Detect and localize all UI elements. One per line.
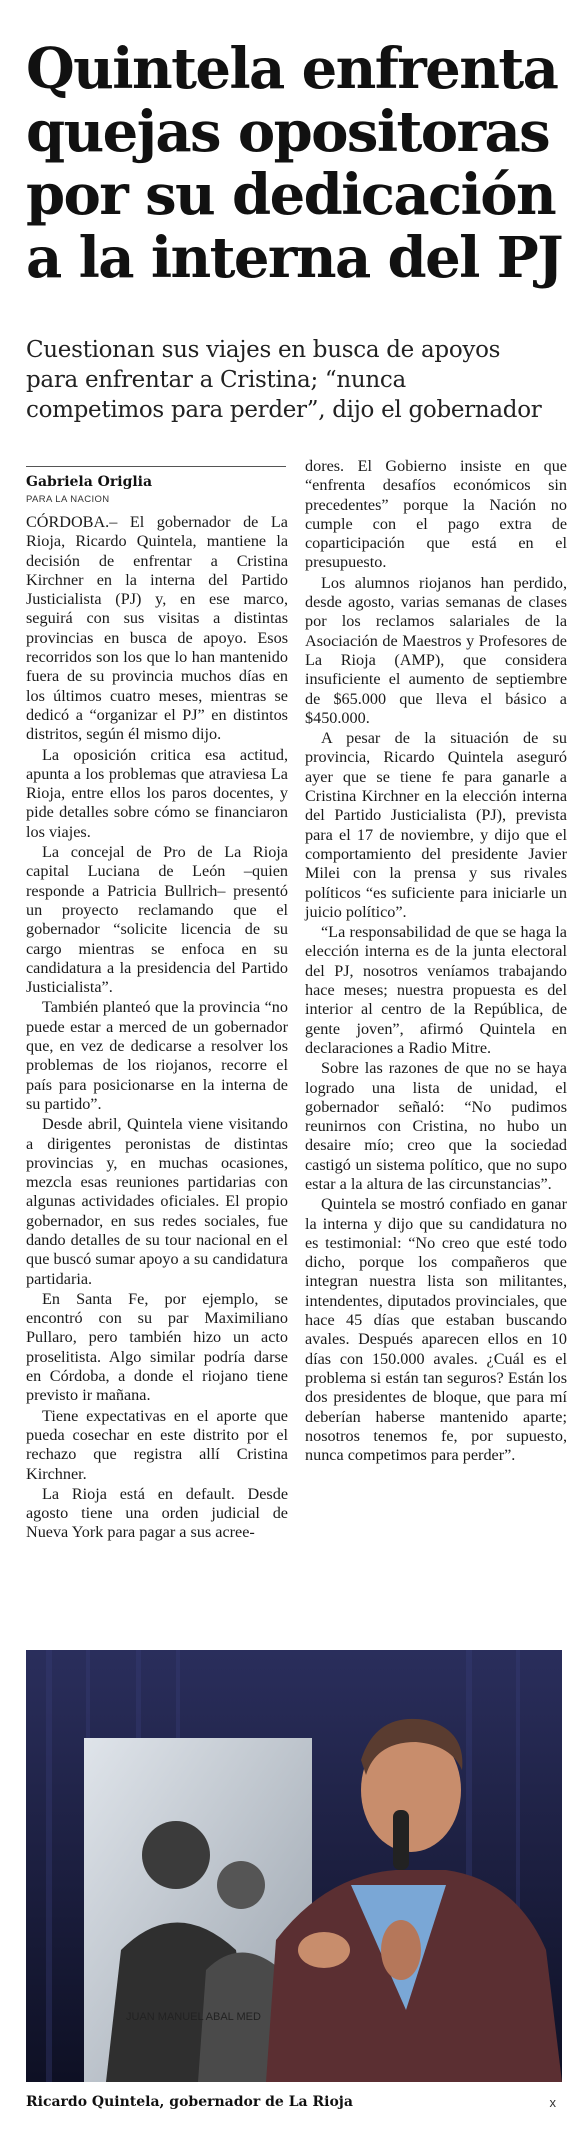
author-name: Gabriela Origlia (26, 474, 153, 490)
paragraph: Desde abril, Quintela viene visitando a dirigentes peronistas de distintas provincias y, en muchas ocasiones, mezcla esas reuniones partidarias con algunas actividades oficiales. El propio gobernador, en sus redes sociales, fue dando detalles de su tour nacional en el que buscó sumar apoyo a su candidatura partidaria. (26, 1115, 288, 1288)
headline (26, 38, 568, 290)
paragraph: dores. El Gobierno insiste en que “enfrenta desafíos económicos sin precedentes” porque la Nación no cumple con el pago extra de coparticipación que está en el presupuesto. (305, 457, 567, 572)
paragraph: Tiene expectativas en el aporte que pueda cosechar en este distrito por el rechazo que registra allí Cristina Kirchner. (26, 1406, 288, 1483)
paragraph: CÓRDOBA.– El gobernador de La Rioja, Ricardo Quintela, mantiene la decisión de enfrentar a Cristina Kirchner en la interna del Partido Justicialista (PJ) y, en ese marco, seguirá con sus visitas a distintas provincias en busca de apoyo. Esos recorridos son los que lo han mantenido fuera de su provincia muchos días en los últimos cuatro meses, mientras se dedicó a “organizar el PJ” en distintos distritos, según él mismo dijo. (26, 513, 288, 744)
paragraph: En Santa Fe, por ejemplo, se encontró con su par Maximiliano Pullaro, pero también hizo un acto proselitista. Algo similar podría darse en Córdoba, a donde el riojano tiene previsto ir mañana. (26, 1289, 288, 1405)
headline-line: a la interna del PJ (26, 225, 563, 291)
subheadline (26, 335, 568, 425)
headline-line: quejas opositoras (26, 99, 550, 165)
paragraph: “La responsabilidad de que se haga la elección interna es de la junta electoral del PJ, nosotros veníamos trabajando hace meses; nuestra propuesta es del interior al centro de la República, de gente joven”, afirmó Quintela en declaraciones a Radio Mitre. (305, 923, 567, 1057)
subhead-line: para enfrentar a Cristina; “nunca (26, 367, 406, 393)
poster-caption: JUAN MANUEL ABAL MED (126, 2011, 261, 2023)
article-column-right (305, 457, 567, 1465)
photo-caption: Ricardo Quintela, gobernador de La Rioja (26, 2094, 353, 2110)
headline-line: por su dedicación (26, 162, 556, 228)
paragraph: A pesar de la situación de su provincia, Ricardo Quintela aseguró ayer que se tiene fe para ganarle a Cristina Kirchner en la elección interna del Partido Justicialista (PJ), prevista para el 17 de noviembre, y dijo que el comportamiento del presidente Javier Milei con la prensa y sus rivales políticos “es suficiente para iniciarle un juicio político”. (305, 729, 567, 921)
paragraph: Los alumnos riojanos han perdido, desde agosto, varias semanas de clases por los reclamos salariales de la Asociación de Maestros y Profesores de La Rioja (AMP), que considera insuficiente el aumento de septiembre de $65.000 que lleva el básico a $450.000. (305, 573, 567, 727)
paragraph: Quintela se mostró confiado en ganar la interna y dijo que su candidatura no es testimonial: “No creo que esté todo dicho, porque los compañeros que integran nuestra lista son militantes, intendentes, diputados provinciales, que hace 45 días que estaban buscando avales. Después aparecen ellos en 10 días con 150.000 avales. ¿Cuál es el problema si están tan seguros? Están los dos presidentes de bloque, que para mí deberían haberse mantenido aparte; nosotros tenemos fe, por supuesto, nunca competimos para perder”. (305, 1195, 567, 1465)
paragraph: La concejal de Pro de La Rioja capital Luciana de León –quien responde a Patricia Bullrich– presentó un proyecto reclamando que el gobernador “solicite licencia de su cargo mientras se enfoca en su candidatura a la presidencia del Partido Justicialista”. (26, 843, 288, 997)
close-icon[interactable]: x (549, 2095, 556, 2110)
article-column-left (26, 513, 288, 1543)
subhead-line: Cuestionan sus viajes en busca de apoyos (26, 337, 501, 363)
photo-illustration (26, 1650, 562, 2082)
byline-divider (26, 466, 286, 467)
paragraph: La oposición critica esa actitud, apunta a los problemas que atraviesa La Rioja, entre ellos los paros docentes, y pide detalles sobre cómo se financiaron los viajes. (26, 745, 288, 841)
author-outlet: PARA LA NACION (26, 494, 110, 505)
paragraph: Sobre las razones de que no se haya logrado una lista de unidad, el gobernador señaló: “No pudimos reunirnos con Cristina, no hubo un desaire mío; creo que la sociedad castigó un sistema político, que no supo estar a la altura de las circunstancias”. (305, 1059, 567, 1193)
subhead-line: competimos para perder”, dijo el gobernador (26, 397, 542, 423)
paragraph: La Rioja está en default. Desde agosto tiene una orden judicial de Nueva York para pagar a sus acree- (26, 1484, 288, 1542)
headline-line: Quintela enfrenta (26, 36, 558, 102)
paragraph: También planteó que la provincia “no puede estar a merced de un gobernador que, en vez de dedicarse a resolver los problemas de los riojanos, recorre el país para posicionarse en la interna de su partido”. (26, 998, 288, 1113)
article-photo (26, 1650, 562, 2082)
